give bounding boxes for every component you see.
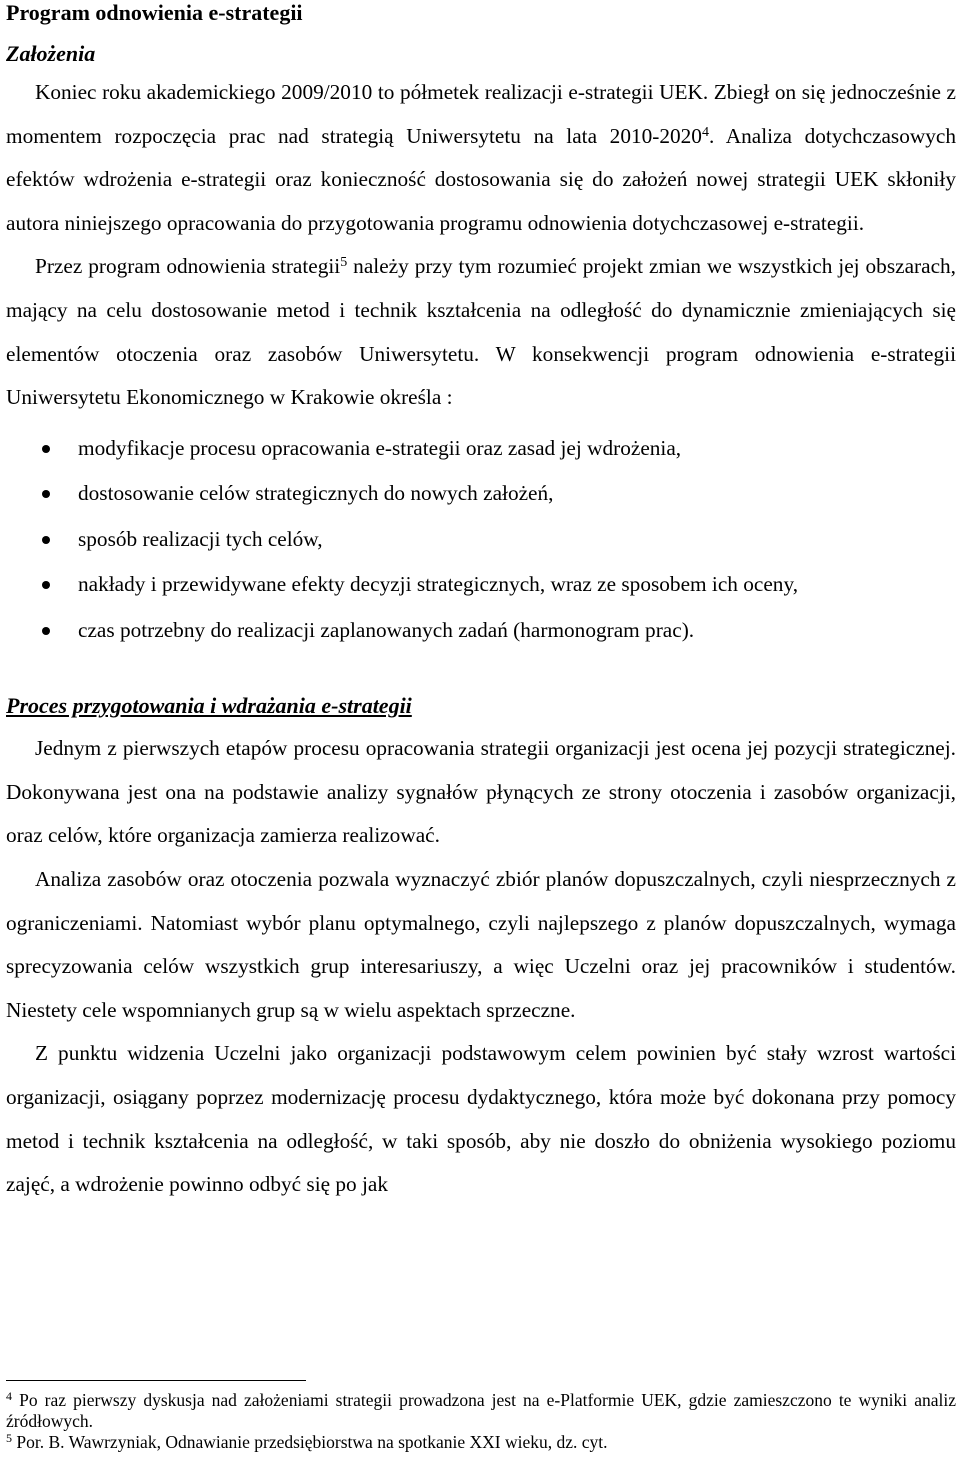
bullet-icon xyxy=(42,627,50,635)
footnote-divider xyxy=(6,1380,306,1381)
list-item xyxy=(6,426,956,472)
footnote-5 xyxy=(6,1432,956,1453)
section-paragraph-2: Analiza zasobów oraz otoczenia pozwala wyznaczyć zbiór planów dopuszczalnych, czyli niesprzecznych z ograniczeniami. Natomiast wybór planu optymalnego, czyli najlepszego z planów dopuszczalnych, wymaga sprecyzowania celów wszystkich grup interesariuszy, a więc Uczelni oraz jej pracowników i studentów. Niestety cele wspomnianych grup są w wielu aspektach sprzeczne. xyxy=(6,867,956,1022)
list-item xyxy=(6,608,956,654)
bullet-icon xyxy=(42,536,50,544)
intro-p2-text-a: Przez program odnowienia strategii xyxy=(35,254,341,279)
intro-p1-text-a: Koniec roku akademickiego 2009/2010 to półmetek realizacji e-strategii UEK. Zbiegł on się jednocześnie z momentem rozpoczęcia prac nad strategią Uniwersytetu na lata 2010-2020 xyxy=(6,80,956,148)
list-item-text: modyfikacje procesu opracowania e-strategii oraz zasad jej wdrożenia, xyxy=(78,435,682,460)
list-item xyxy=(6,471,956,517)
page-title: Program odnowienia e-strategii xyxy=(6,0,303,25)
footnote-text: Po raz pierwszy dyskusja nad założeniami strategii prowadzona jest na e-Platformie UEK, gdzie zamieszczono te wyniki analiz źródłowych. xyxy=(6,1390,956,1431)
footnote-ref-4[interactable]: 4 xyxy=(701,124,709,140)
list-item-text: nakłady i przewidywane efekty decyzji strategicznych, wraz ze sposobem ich oceny, xyxy=(78,572,799,597)
footnote-4 xyxy=(6,1390,956,1432)
list-item xyxy=(6,517,956,563)
section-paragraph-1: Jednym z pierwszych etapów procesu opracowania strategii organizacji jest ocena jej pozycji strategicznej. Dokonywana jest ona na podstawie analizy sygnałów płynących ze strony otoczenia i zasobów organizacji, oraz celów, które organizacja zamierza realizować. xyxy=(6,736,956,848)
footnote-ref-5[interactable]: 5 xyxy=(340,255,348,271)
bullet-icon xyxy=(42,581,50,589)
intro-paragraph-2 xyxy=(6,245,956,419)
list-item-text: czas potrzebny do realizacji zaplanowanych zadań (harmonogram prac). xyxy=(78,617,695,642)
bullet-icon xyxy=(42,490,50,498)
document-page xyxy=(6,0,956,1207)
bullet-icon xyxy=(42,445,50,453)
intro-paragraph-1 xyxy=(6,71,956,245)
footnote-number: 5 xyxy=(6,1431,12,1445)
intro-p2-text-b: należy przy tym rozumieć projekt zmian we wszystkich jej obszarach, mający na celu dostosowanie metod i technik kształcenia na odległość do dynamicznie zmieniających się elementów otoczenia oraz zasobów Uniwersytetu. W konsekwencji program odnowienia e-strategii Uniwersytetu Ekonomicznego w Krakowie określa : xyxy=(6,254,956,410)
list-item-text: dostosowanie celów strategicznych do nowych założeń, xyxy=(78,481,554,506)
list-item-text: sposób realizacji tych celów, xyxy=(78,526,323,551)
section-body xyxy=(6,727,956,1207)
section-paragraph-3: Z punktu widzenia Uczelni jako organizacji podstawowym celem powinien być stały wzrost wartości organizacji, osiągany poprzez modernizację procesu dydaktycznego, która może być dokonana przy pomocy metod i technik kształcenia na odległość, w taki sposób, aby nie doszło do obniżenia wysokiego poziomu zajęć, a wdrożenie powinno odbyć się po jak xyxy=(6,1041,956,1197)
section-heading: Proces przygotowania i wdrażania e-strategii xyxy=(6,693,412,719)
bullet-list xyxy=(6,426,956,654)
footnotes xyxy=(6,1390,956,1453)
list-item xyxy=(6,562,956,608)
section-subtitle: Założenia xyxy=(6,41,96,66)
intro-p1-text-b: . Analiza dotychczasowych efektów wdrożenia e-strategii oraz konieczność dostosowania się do założeń nowej strategii UEK skłoniły autora niniejszego opracowania do przygotowania programu odnowienia dotychczasowej e-strategii. xyxy=(6,123,956,235)
footnote-text: Por. B. Wawrzyniak, Odnawianie przedsiębiorstwa na spotkanie XXI wieku, dz. cyt. xyxy=(12,1432,608,1452)
footnote-number: 4 xyxy=(6,1389,12,1403)
